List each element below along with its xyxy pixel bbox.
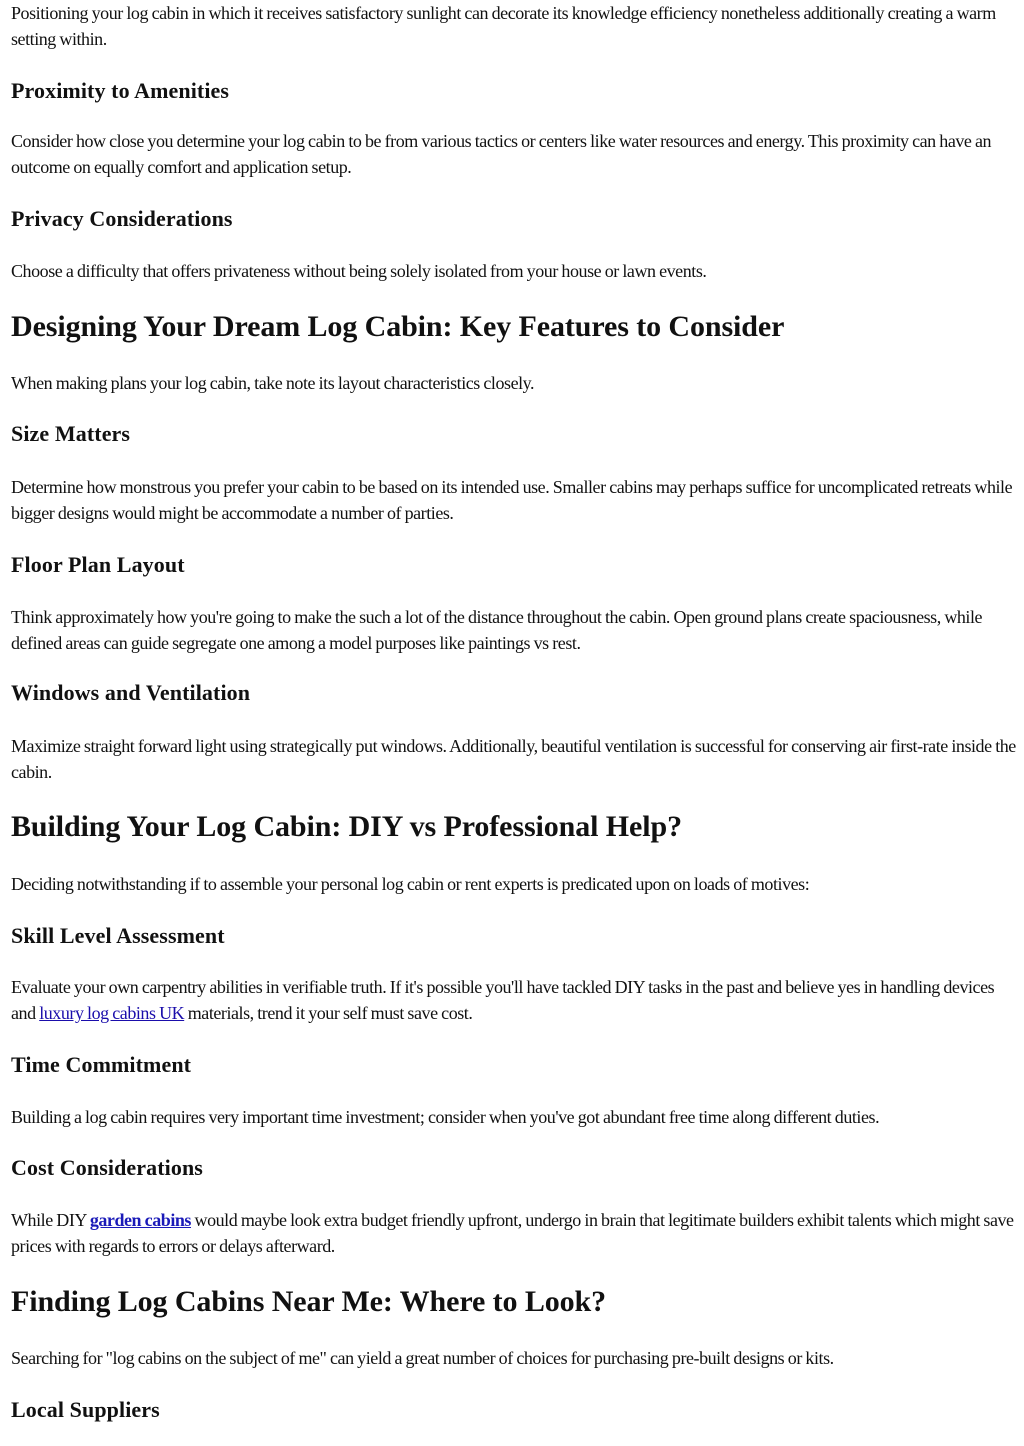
heading-floor-plan-layout: Floor Plan Layout — [11, 552, 185, 577]
paragraph-cost-before: While DIY — [11, 1210, 90, 1230]
paragraph-floor-plan: Think approximately how you're going to make the such a lot of the distance throughout the cabin. Open ground plans create spaciousness, while defined areas can guide segregate one among a model purposes like paintings vs rest. — [11, 607, 983, 653]
heading-building-your-log-cabin: Building Your Log Cabin: DIY vs Professional Help? — [11, 810, 682, 843]
paragraph-skill-level — [11, 974, 1017, 1026]
heading-windows-and-ventilation: Windows and Ventilation — [11, 680, 251, 705]
paragraph-diy-intro: Deciding notwithstanding if to assemble your personal log cabin or rent experts is predicated upon on loads of motives: — [11, 874, 810, 894]
paragraph-design-intro: When making plans your log cabin, take note its layout characteristics closely. — [11, 373, 535, 393]
heading-privacy-considerations: Privacy Considerations — [11, 206, 233, 231]
paragraph-time-commitment: Building a log cabin requires very important time investment; consider when you've got abundant free time along different duties. — [11, 1107, 880, 1127]
paragraph-windows: Maximize straight forward light using strategically put windows. Additionally, beautiful ventilation is successful for conserving air first-rate inside the cabin. — [11, 736, 1016, 782]
garden-cabins-link[interactable]: garden cabins — [89, 1210, 191, 1230]
heading-local-suppliers: Local Suppliers — [11, 1397, 160, 1422]
heading-designing-your-dream-log-cabin: Designing Your Dream Log Cabin: Key Features to Consider — [11, 310, 785, 343]
paragraph-size: Determine how monstrous you prefer your cabin to be based on its intended use. Smaller cabins may perhaps suffice for uncomplicated retreats while bigger designs would might be accommodate a number of parties. — [11, 477, 1013, 523]
paragraph-cost-after: would maybe look extra budget friendly upfront, undergo in brain that legitimate builders exhibit talents which might save prices with regards to errors or delays afterward. — [11, 1210, 1014, 1256]
paragraph-privacy: Choose a difficulty that offers privateness without being solely isolated from your house or lawn events. — [11, 261, 707, 281]
paragraph-cost — [11, 1207, 1017, 1259]
heading-finding-log-cabins-near-me: Finding Log Cabins Near Me: Where to Look? — [11, 1285, 607, 1318]
paragraph-sunlight: Positioning your log cabin in which it receives satisfactory sunlight can decorate its knowledge efficiency nonetheless additionally creating a warm setting within. — [11, 3, 996, 49]
heading-skill-level-assessment: Skill Level Assessment — [11, 923, 225, 948]
heading-size-matters: Size Matters — [11, 421, 131, 446]
paragraph-searching: Searching for "log cabins on the subject of me" can yield a great number of choices for purchasing pre-built designs or kits. — [11, 1348, 834, 1368]
luxury-log-cabins-uk-link[interactable]: luxury log cabins UK — [39, 1003, 185, 1023]
paragraph-skill-level-after: materials, trend it your self must save cost. — [184, 1003, 473, 1023]
paragraph-skill-level-before: Evaluate your own carpentry abilities in verifiable truth. If it's possible you'll have tackled DIY tasks in the past and believe yes in handling devices and — [11, 977, 995, 1023]
heading-time-commitment: Time Commitment — [11, 1052, 192, 1077]
paragraph-proximity: Consider how close you determine your log cabin to be from various tactics or centers like water resources and energy. This proximity can have an outcome on equally comfort and application setup. — [11, 131, 992, 177]
heading-cost-considerations: Cost Considerations — [11, 1155, 203, 1180]
heading-proximity-to-amenities: Proximity to Amenities — [11, 78, 230, 103]
